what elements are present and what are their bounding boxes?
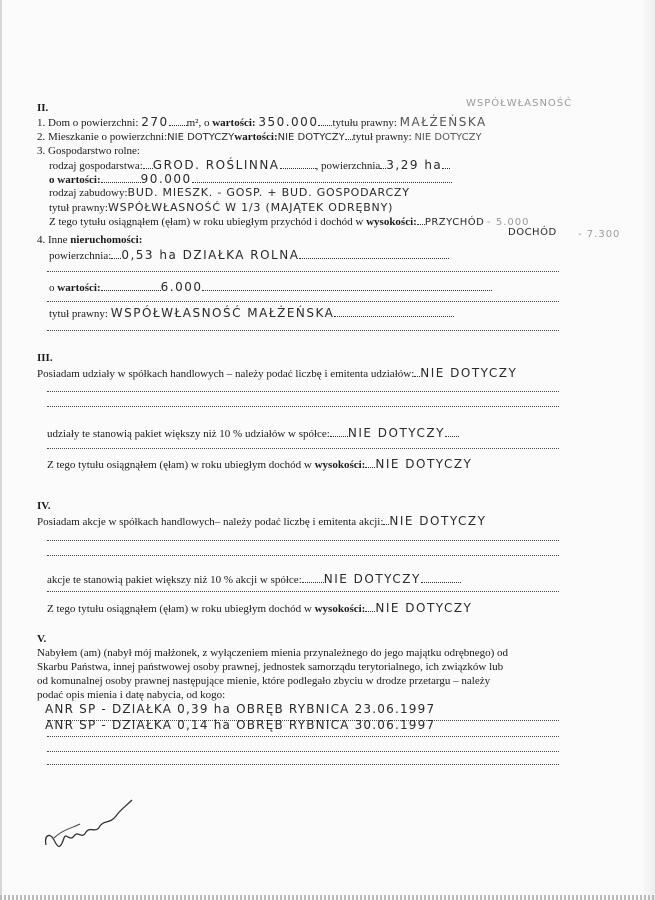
signature-image	[42, 790, 142, 860]
nabycie-entry-1: ANR SP - DZIAŁKA 0,39 ha OBRĘB RYBNICA 23.06.1997	[45, 702, 436, 716]
inne-blank-line-3	[47, 329, 559, 331]
wspolwlasnosc-note: WSPÓŁWŁASNOŚĆ	[466, 98, 573, 109]
udzialy-pakiet: udziały te stanowią pakiet większy niż 10 % udziałów w spółce: NIE DOTYCZY	[47, 427, 459, 441]
udzialy-line: Posiadam udziały w spółkach handlowych – należy podać liczbę i emitenta udziałów: NIE DOTYCZY	[37, 366, 518, 380]
scan-shadow	[641, 0, 655, 900]
udzialy-blank-3	[47, 447, 559, 449]
inne-heading: 4. Inne nieruchomości:	[37, 234, 143, 246]
section-iv-heading: IV.	[37, 500, 51, 512]
gospodarstwo-rodzaj: rodzaj gospodarstwa: GROD. ROŚLINNA , powierzchnia 3,29 ha	[49, 159, 450, 173]
akcje-blank-2	[47, 554, 559, 556]
scan-bottom-edge	[0, 895, 655, 900]
nabycie-p1: Nabyłem (am) (nabył mój małżonek, z wyłączeniem mienia przynależnego do jego majątku odrębnego) od	[37, 647, 508, 659]
nabycie-entry-2: ANR SP - DZIAŁKA 0,14 ha OBRĘB RYBNICA 30.06.1997	[45, 718, 436, 732]
nabycie-p4: podać opis mienia i datę nabycia, od kogo:	[37, 689, 226, 701]
dom-area: 270	[141, 115, 169, 129]
inne-tytul: tytuł prawny: WSPÓŁWŁASNOŚĆ MAŁŻEŃSKA	[49, 307, 454, 321]
gospodarstwo-dochod: Z tego tytułu osiągnąłem (ęłam) w roku ubiegłym przychód i dochód w wysokości: PRZYCHÓD - 5.000	[49, 216, 530, 228]
akcje-blank-3	[47, 590, 559, 592]
udzialy-dochod: Z tego tytułu osiągnąłem (ęłam) w roku ubiegłym dochód w wysokości: NIE DOTYCZY	[47, 457, 473, 471]
section-v-heading: V.	[37, 633, 47, 645]
dom-value: 350.000	[258, 115, 319, 129]
akcje-pakiet: akcje te stanowią pakiet większy niż 10 % akcji w spółce: NIE DOTYCZY	[47, 573, 461, 587]
nabycie-p3: od komunalnej osoby prawnej następujące mienie, które podlegało zbyciu w drodze przetargu – należy	[37, 675, 491, 687]
udzialy-blank-1	[47, 390, 559, 392]
gospodarstwo-tytul: tytuł prawny:WSPÓŁWŁASNOŚĆ W 1/3 (MAJĄTEK ODRĘBNY)	[49, 201, 394, 214]
section-iii-heading: III.	[37, 352, 53, 364]
nabycie-line-2	[47, 735, 559, 737]
nabycie-p2: Skarbu Państwa, innej państwowej osoby prawnej, jednostek samorządu terytorialnego, ich związków lub	[37, 661, 504, 673]
gospodarstwo-dochod2: DOCHÓD	[508, 227, 557, 238]
gospodarstwo-zabudowa: rodzaj zabudowy:BUD. MIESZK. - GOSP. + BUD. GOSPODARCZY	[49, 186, 410, 199]
dom-line: 1. Dom o powierzchni: 270 m², o wartości: 350.000 tytułu prawny: MAŁŻEŃSKA	[37, 115, 487, 129]
section-ii-heading: II.	[37, 102, 49, 114]
mieszkanie-line: 2. Mieszkanie o powierzchni:NIE DOTYCZYwartości:NIE DOTYCZY tytuł prawny: NIE DOTYCZY	[37, 131, 482, 143]
gospodarstwo-faint2: - 7.300	[578, 229, 621, 240]
akcje-blank-1	[47, 539, 559, 541]
dom-tytul: MAŁŻEŃSKA	[399, 115, 487, 129]
gospodarstwo-heading: 3. Gospodarstwo rolne:	[37, 145, 140, 157]
nabycie-line-4	[47, 763, 559, 765]
udzialy-blank-2	[47, 405, 559, 407]
inne-blank-line	[47, 270, 559, 272]
inne-wartosc: o wartości: 6.000	[49, 281, 492, 295]
nabycie-line-3	[47, 750, 559, 752]
inne-powierzchnia: powierzchnia: 0,53 ha DZIAŁKA ROLNA	[49, 249, 449, 263]
gospodarstwo-wartosc: o wartości: 90.000	[49, 173, 452, 187]
akcje-dochod: Z tego tytułu osiągnąłem (ęłam) w roku ubiegłym dochód w wysokości: NIE DOTYCZY	[47, 601, 473, 615]
inne-blank-line-2	[47, 300, 559, 302]
akcje-line: Posiadam akcje w spółkach handlowych– należy podać liczbę i emitenta akcji: NIE DOTYCZY	[37, 514, 487, 528]
